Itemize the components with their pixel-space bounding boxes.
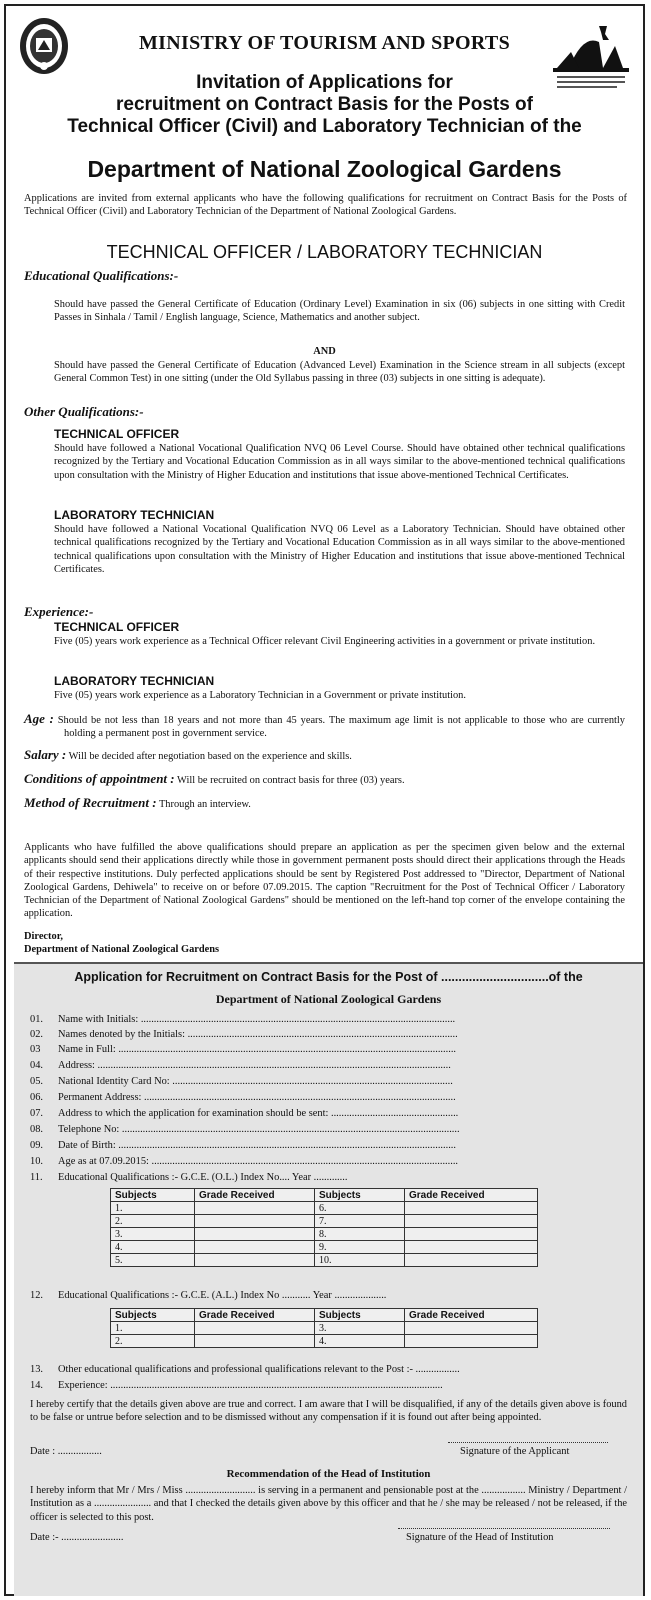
form-field[interactable] [30,1014,455,1025]
table-cell: 3. [315,1322,405,1335]
salary-section [24,748,625,763]
form-field[interactable] [30,1172,347,1183]
other-lt-heading: LABORATORY TECHNICIAN [54,508,215,522]
table-cell: 7. [315,1215,405,1228]
table-cell: 4. [111,1241,195,1254]
advertisement [4,4,645,1596]
form-field[interactable] [30,1060,451,1071]
field-number: 08. [30,1124,43,1135]
field-label: Name with Initials: ......................................................................................................................... [58,1014,456,1025]
conditions-section [24,772,625,787]
table-header: Grade Received [195,1309,315,1322]
table-cell[interactable] [195,1254,315,1267]
field-label: Age as at 07.09.2015: ...................................................................................................................... [58,1156,459,1167]
table-cell: 9. [315,1241,405,1254]
field-number: 05. [30,1076,43,1087]
field-label: National Identity Card No: ............................................................................................................ [58,1076,453,1087]
table-cell[interactable] [195,1228,315,1241]
al-requirement: Should have passed the General Certificate of Education (Advanced Level) Examination in the Science stream in all subjects (except General Common Test) in one sitting (under the Old Syllabus passing in three (03) subjects in one sitting is adequate). [54,360,625,385]
and-label: AND [313,346,336,357]
table-header: Subjects [111,1189,195,1202]
ministry-title: MINISTRY OF TOURISM AND SPORTS [139,32,510,54]
applicant-declaration: I hereby certify that the details given above are true and correct. I am aware that I will be disqualified, if any of the details given above is found to be false or untrue before selection and to be dismissed without any compensation if it is found out after being appointed. [30,1399,627,1424]
date-field[interactable]: Date :- ........................ [30,1532,124,1543]
educational-heading: Educational Qualifications:- [24,268,179,283]
table-cell[interactable] [405,1241,538,1254]
other-to-text: Should have followed a National Vocational Qualification NVQ 06 Level Course. Should have obtained other technical qualifications recognized by the Tertiary and Vocational Education Commission as in all ways similar to the above-mentioned technical qualifications upon consultation with the Ministry of Higher Education and institutions that issue above-mentioned Technical Certificates. [54,443,625,481]
table-cell: 2. [111,1215,195,1228]
department-title: Department of National Zoological Gardens [87,156,562,182]
table-header-row [111,1189,538,1202]
exp-to-heading: TECHNICAL OFFICER [54,620,180,634]
table-row [111,1254,538,1267]
field-number: 09. [30,1140,43,1151]
table-row [111,1202,538,1215]
table-cell[interactable] [405,1215,538,1228]
form-field[interactable] [30,1364,460,1375]
signatory [24,930,219,956]
other-heading: Other Qualifications:- [24,404,144,419]
table-cell[interactable] [195,1322,315,1335]
field-label: Address to which the application for examination should be sent: ................................................. [58,1108,459,1119]
field-number: 07. [30,1108,43,1119]
field-number: 12. [30,1290,43,1301]
conditions-label: Conditions of appointment : [24,771,175,786]
field-label: Experience: ................................................................................................................................ [58,1380,443,1391]
field-label: Name in Full: .................................................................................................................................. [58,1044,457,1055]
ol-requirement: Should have passed the General Certificate of Education (Ordinary Level) Examination in six (06) subjects in one sitting with Credit Passes in Sinhala / Tamil / English language, Science, Mathematics and another subject. [54,299,625,324]
table-cell[interactable] [405,1254,538,1267]
application-form [14,962,643,1596]
table-header: Grade Received [405,1309,538,1322]
salary-text: Will be decided after negotiation based on the experience and skills. [68,751,352,762]
form-field[interactable] [30,1029,458,1040]
form-field[interactable] [30,1108,458,1119]
age-label: Age : [24,711,54,726]
field-label: Permanent Address: ........................................................................................................................ [58,1092,456,1103]
table-cell[interactable] [195,1335,315,1348]
method-label: Method of Recruitment : [24,795,157,810]
signatory-dept: Department of National Zoological Gardens [24,944,220,955]
form-title: Application for Recruitment on Contract Basis for the Post of ...............................of the [74,970,583,984]
table-cell: 1. [111,1202,195,1215]
table-cell: 3. [111,1228,195,1241]
field-label: Date of Birth: .................................................................................................................................. [58,1140,457,1151]
table-cell[interactable] [195,1215,315,1228]
field-number: 03 [30,1044,41,1055]
recommendation-text: I hereby inform that Mr / Mrs / Miss ........................... is serving in a permanent and pensionable post at the ................. Ministry / Department / Institution as a ...................... and that I checked the details given above by this officer and that he / she may be released / not be released, if the officer is selected to this post. [30,1485,627,1523]
field-number: 04. [30,1060,43,1071]
signatory-title: Director, [24,931,63,942]
table-cell: 8. [315,1228,405,1241]
form-field[interactable] [30,1290,386,1301]
method-text: Through an interview. [158,799,251,810]
conditions-text: Will be recruited on contract basis for three (03) years. [177,775,405,786]
form-field[interactable] [30,1140,456,1151]
salary-label: Salary : [24,747,67,762]
table-cell: 6. [315,1202,405,1215]
age-section [24,712,625,741]
field-number: 02. [30,1029,43,1040]
field-label: Telephone No: .................................................................................................................................. [58,1124,460,1135]
table-row [111,1228,538,1241]
invitation-line: recruitment on Contract Basis for the Posts of [115,94,533,115]
table-row [111,1215,538,1228]
table-header: Subjects [315,1309,405,1322]
exp-to-text: Five (05) years work experience as a Technical Officer relevant Civil Engineering activities in a government or private institution. [54,636,596,647]
table-header-row [111,1309,538,1322]
invitation-line: Invitation of Applications for [196,72,453,93]
application-instructions: Applicants who have fulfilled the above qualifications should prepare an application as per the specimen given below and the external applicants should send their applications directly while those in government permanent posts should direct their applications through the Heads of their respective institutions. Duly perfected applications should be sent by Registered Post addressed to "Director, Department of National Zoological Gardens, Dehiwela" to receive on or before 07.09.2015. The caption "Recruitment for the Post of Technical Officer / Laboratory Technician of the Department of National Zoological Gardens" should be mentioned on the left-hand top corner of the envelope containing the application. [24,842,625,920]
field-label: Educational Qualifications :- G.C.E. (A.L.) Index No ........... Year .................... [58,1290,387,1301]
invitation-line: Technical Officer (Civil) and Laboratory Technician of the [67,116,582,137]
table-row [111,1335,538,1348]
exp-lt-text: Five (05) years work experience as a Laboratory Technician in a Government or private institution. [54,690,466,701]
table-cell[interactable] [405,1228,538,1241]
invitation-title [36,72,613,138]
table-cell: 1. [111,1322,195,1335]
signature-line [448,1442,608,1443]
table-header: Grade Received [195,1189,315,1202]
al-results-table [110,1308,538,1348]
ol-results-table [110,1188,538,1267]
other-to-heading: TECHNICAL OFFICER [54,427,180,441]
table-row [111,1322,538,1335]
table-cell[interactable] [195,1241,315,1254]
form-field[interactable] [30,1380,443,1391]
field-number: 10. [30,1156,43,1167]
signature-line [398,1528,610,1529]
form-field[interactable] [30,1044,456,1055]
intro-paragraph: Applications are invited from external applicants who have the following qualifications for recruitment on Contract Basis for the Posts of Technical Officer (Civil) and Laboratory Technician of the Department of National Zoological Gardens. [24,193,627,218]
table-cell: 5. [111,1254,195,1267]
field-label: Address: ........................................................................................................................................ [58,1060,451,1071]
field-number: 01. [30,1014,43,1025]
table-cell: 2. [111,1335,195,1348]
table-header: Subjects [111,1309,195,1322]
form-field[interactable] [30,1092,456,1103]
form-title-department: Department of National Zoological Gardens [215,992,442,1006]
field-label: Educational Qualifications :- G.C.E. (O.L.) Index No.... Year ............. [58,1172,348,1183]
table-cell[interactable] [195,1202,315,1215]
age-text: Should be not less than 18 years and not more than 45 years. The maximum age limit is not applicable to those who are currently holding a permanent post in government service. [57,715,625,740]
table-cell[interactable] [405,1202,538,1215]
table-cell: 4. [315,1335,405,1348]
field-label: Other educational qualifications and professional qualifications relevant to the Post :- ................. [58,1364,460,1375]
recommendation-heading: Recommendation of the Head of Institution [226,1468,431,1480]
table-cell[interactable] [405,1322,538,1335]
table-header: Subjects [315,1189,405,1202]
form-field[interactable] [30,1124,460,1135]
field-label: Names denoted by the Initials: ........................................................................................................ [58,1029,458,1040]
field-number: 14. [30,1380,43,1391]
form-field[interactable] [30,1076,453,1087]
table-cell: 10. [315,1254,405,1267]
field-number: 06. [30,1092,43,1103]
table-header: Grade Received [405,1189,538,1202]
head-signature-label: Signature of the Head of Institution [406,1532,554,1543]
field-number: 11. [30,1172,43,1183]
applicant-signature-label: Signature of the Applicant [460,1446,570,1457]
other-lt-text: Should have followed a National Vocational Qualification NVQ 06 Level as a Laboratory Technician. Should have obtained other technical qualifications recognized by the Tertiary and Vocational Education Commission as in all ways similar to the above-mentioned technical qualifications upon consultation with the Ministry of Higher Education and institutions that issue above-mentioned Technical Certificates. [54,524,625,575]
field-number: 13. [30,1364,43,1375]
form-field[interactable] [30,1156,458,1167]
exp-lt-heading: LABORATORY TECHNICIAN [54,674,215,688]
main-heading: TECHNICAL OFFICER / LABORATORY TECHNICIAN [106,242,543,262]
table-cell[interactable] [405,1335,538,1348]
method-section [24,796,625,811]
date-field[interactable]: Date : ................. [30,1446,102,1457]
experience-heading: Experience:- [24,604,94,619]
table-row [111,1241,538,1254]
